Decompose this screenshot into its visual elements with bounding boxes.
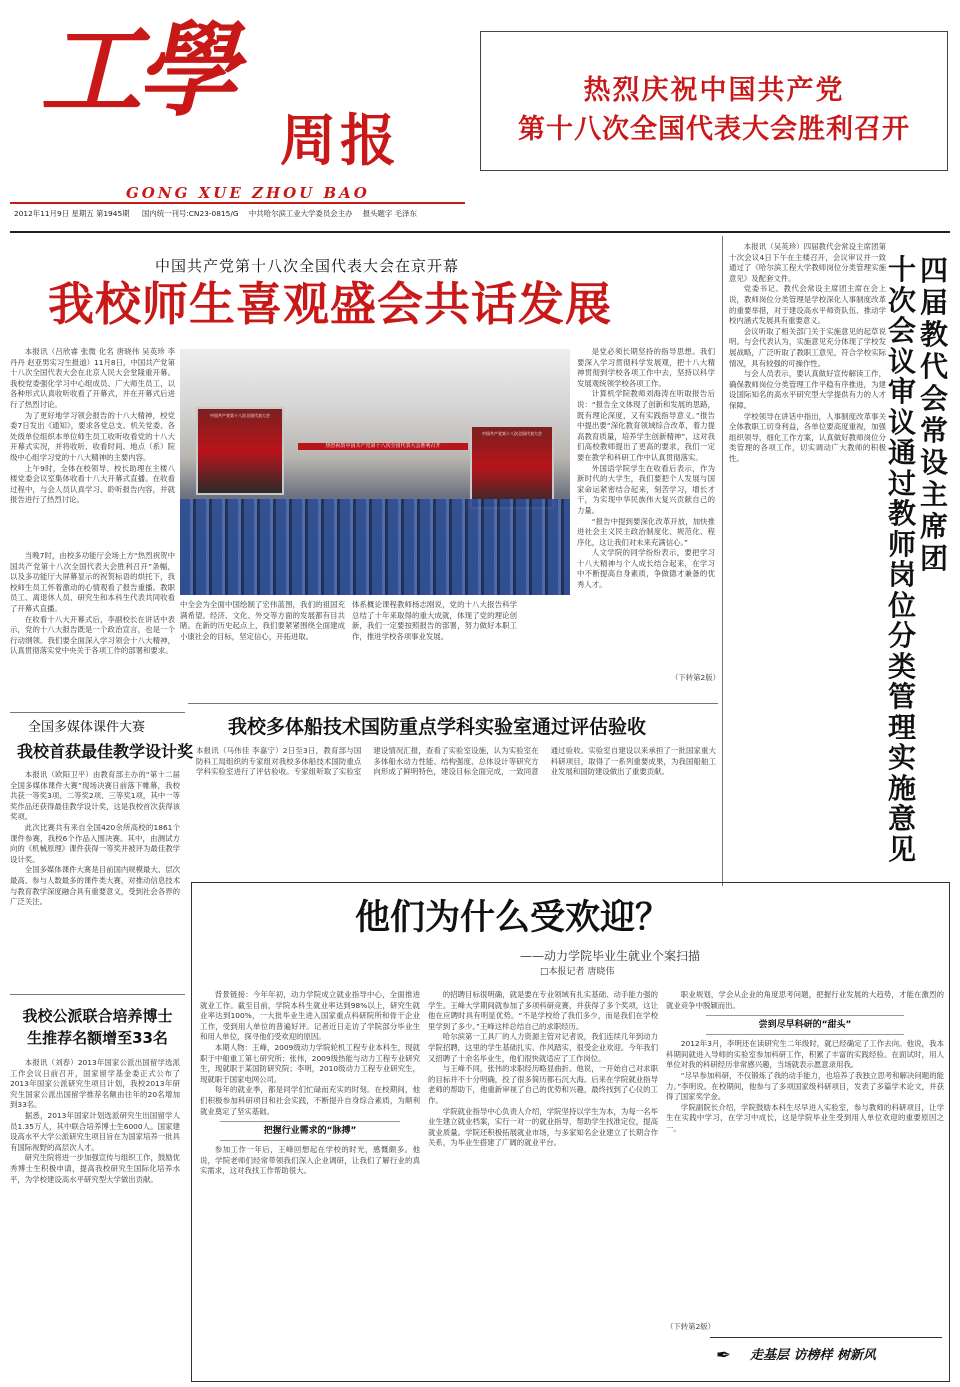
feature-col2-para-2: 哈尔滨第一工具厂的人力资源主管对记者说，我们连续几年到动力学院招聘，这里的学生基础扎实、作风踏实，很受企业欢迎。今年我们又招聘了十余名毕业生，他们很快就适应了工作岗位。	[428, 1032, 658, 1063]
lead-col4-para-1: 是党必须长期坚持的指导思想。我们要深入学习贯彻科学发展观，把十八大精神贯彻到学校各项工作中去，坚持以科学发展观统领学校各项工作。	[577, 347, 715, 388]
publisher: 中共哈尔滨工业大学委员会主办	[248, 209, 353, 218]
phd-headline-line-2: 生推荐名额增至33名	[27, 1029, 168, 1047]
lead-col1b-para-2: 在收看十八大开幕式后，李副校长在讲话中表示，党的十八大报告既是一个政治宣言，也是一个行动纲领。我们要全面深入学习领会十八大精神，认真贯彻落实党中央关于各项工作的部署和要求。	[10, 614, 175, 656]
masthead-pinyin: GONG XUE ZHOU BAO	[126, 184, 370, 202]
screen-caption-right: 中国共产党第十八次全国代表大会	[482, 431, 542, 436]
lead-col1-para-1: 本报讯（吕欣睿 张微 化名 唐晓伟 吴英珍 李丹丹 赵亚男实习生报道）11月8日，中国共产党第十八次全国代表大会在北京人民大会堂隆重开幕。我校党委强化学习中心组成员、广大师生员工，以各种形式认真收听收看了开幕式，并在开幕式后进行了热烈讨论。	[10, 347, 175, 409]
feature-col1-para-3: 每年的就业季，都是同学们忙碌而充实的时刻。在校期间，他们积极参加科研项目和社会实践，不断提升自身综合素质，为顺利就业奠定了坚实基础。	[200, 1085, 420, 1116]
right-para-2: 党委书记、教代会常设主席团主席在会上说，教师岗位分类管理是学校深化人事制度改革的重要举措，对于建设高水平师资队伍、推动学校内涵式发展具有重要意义。	[729, 284, 886, 326]
feature-col3-para-3: “尽早参加科研，不仅锻炼了我的动手能力，也培养了我独立思考和解决问题的能力。”李明说。在校期间，他参与了多项国家级科研项目，发表了多篇学术论文，并获得了国家奖学金。	[666, 1070, 944, 1102]
lead-column-4	[577, 347, 715, 669]
feature-col2-para-1: 的招聘目标很明确，就是要在专业领域有扎实基础、动手能力强的学生。王峰大学期间就参加了多项科研竞赛，并获得了多个奖项，这让他在应聘时具有明显优势。“不是学校给了我们多少，而是我们在学校里学到了多少。”王峰这样总结自己的求职经历。	[428, 990, 658, 1031]
feature-col-2	[428, 990, 658, 1374]
feature-motto-box	[710, 1337, 942, 1373]
masthead-rule	[10, 202, 465, 204]
under-photo-col-2: 体系概论课程教师杨志刚说，党的十八大报告科学总结了十年来取得的重大成就，体现了党的理论创新，我们一定要按照报告的部署，努力做好本职工作，推进学校各项事业发展。	[352, 600, 517, 641]
feature-col3-para-4: 学院副院长介绍，学院鼓励本科生尽早进入实验室，参与教师的科研项目，让学生在实践中学习，在学习中成长，这是学院毕业生受到用人单位欢迎的重要原因之一。	[666, 1102, 944, 1133]
right-para-5: 学校领导在讲话中指出，人事制度改革事关全体教职工切身利益，各单位要高度重视，加强组织领导，细化工作方案，认真做好教师岗位分类管理的各项工作，切实调动广大教师的积极性。	[729, 411, 886, 463]
lead-col1-para-2: 为了更好地学习领会报告的十八大精神，校党委7日发出《通知》，要求各党总支、机关党委、各处级单位组织本单位师生员工收听收看党的十八大开幕式实况，并将收听、收看时间、地点（系）院级中心组学习党的十八大精神的主要内容。	[10, 410, 175, 462]
masthead-logo: 工學	[40, 11, 232, 131]
feature-col-1	[200, 990, 420, 1374]
celebration-banner	[480, 31, 948, 171]
phd-para-3: 研究生院将进一步加强宣传与组织工作，鼓励优秀博士生积极申请，提高我校研究生国际化培养水平，为学校建设高水平研究型大学做出贡献。	[10, 1153, 180, 1184]
lead-col4-para-2: 计算机学院教师刘海涛在听取报告后说：“报告全文体现了创新和发展的思路，既有理论深度，又有实践指导意义。”报告中提出要“深化教育领域综合改革，着力提高教育质量，培养学生创新精神”，这对我们高校教师提出了更高的要求，我们一定要在教学和科研工作中认真贯彻落实。	[577, 389, 715, 462]
feature-col2-para-3: 与王峰不同，张伟的求职经历略显曲折。他说，一开始自己对求职的目标并不十分明确，投了很多简历都石沉大海。后来在学院就业指导老师的帮助下，他重新审视了自己的优势和兴趣，最终找到了心仪的工作。	[428, 1064, 658, 1105]
feature-col3-para-2: 2012年3月，李明还在读研究生二年级时，就已经确定了工作去向。他说，我本科期间就进入导师的实验室参加科研工作，积累了丰富的实践经验。在面试时，用人单位对我的科研经历非常感兴趣，当场就表示愿意录用我。	[666, 1039, 944, 1070]
right-para-1: 本报讯（吴英珍）四届教代会常设主席团第十次会议4日下午在主楼召开，会议审议并一致通过了《哈尔滨工程大学教师岗位分类管理实施意见》及配套文件。	[729, 242, 886, 283]
courseware-para-1: 本报讯（欧阳卫平）由教育部主办的“第十二届全国多媒体课件大赛”现场决赛日前落下帷幕，我校共获一等奖3项、二等奖2项、三等奖1项，其中一等奖作品还获得最佳教学设计奖，这是我校首次获得该奖项。	[10, 770, 180, 822]
feature-motto: 走基层 访榜样 树新风	[750, 1348, 877, 1363]
lead-photo	[180, 349, 570, 595]
photo-banner: 热烈祝贺中国共产党第十八次全国代表大会胜利召开	[298, 443, 468, 450]
banner-line-1: 热烈庆祝中国共产党	[583, 75, 845, 106]
cn-number: 国内统一刊号:CN23-0815/G	[141, 209, 239, 218]
lab-headline: 我校多体船技术国防重点学科实验室通过评估验收	[228, 716, 647, 738]
right-column-body	[729, 242, 886, 872]
feature-col1-para-2: 本期人物：王峰，2009级动力学院轮机工程专业本科生，现就职于中船重工第七研究所；张伟，2009级热能与动力工程专业研究生，现就职于某国防研究院；李明，2010级动力工程专业研究生，现就职于国家电网公司。	[200, 1042, 420, 1084]
photo-audience	[180, 499, 570, 595]
courseware-para-2: 此次比赛共有来自全国420余所高校的1861个课件参赛，我校6个作品入围决赛。其中，由测试方向的《机械原理》课件获得一等奖并被评为最佳教学设计奖。	[10, 822, 180, 864]
lead-col1b-para-1: 当晚7时，由校多功能厅会场上方“热烈祝贺中国共产党第十八次全国代表大会胜利召开”条幅，以及多功能厅大屏幕显示的祝贺标语的烘托下，我校师生员工怀着激动的心情观看了报告重播。教职员工、离退休人员、研究生和本科生代表共同收看了开幕式直播。	[10, 551, 175, 613]
feature-col2-para-4: 学院就业指导中心负责人介绍，学院坚持以学生为本，为每一名毕业生建立就业档案，实行一对一的就业指导，帮助学生找准定位，提高就业质量。学院还积极拓展就业市场，与多家知名企业建立了长期合作关系，为毕业生搭建了广阔的就业平台。	[428, 1106, 658, 1148]
top-divider	[10, 231, 950, 233]
phd-headline	[10, 1005, 185, 1049]
photo-screen-left	[196, 407, 284, 495]
under-photo-col-1: 中全会为全面中国绘制了宏伟蓝图，我们的祖国充满希望。经济、文化、外交等方面的发展都有目共睹。在新的历史起点上，我们要紧紧围绕全面建成小康社会的目标，坚定信心，开拓进取。	[180, 600, 345, 641]
left-mid-divider	[10, 712, 185, 713]
courseware-headline: 我校首获最佳教学设计奖	[17, 742, 194, 761]
calligraphy-credit: 报头题字 毛泽东	[362, 209, 417, 218]
lab-body: 本报讯（马伟佳 李嘉宁）2日至3日，教育部与国防科工局组织的专家组对我校多体船技术国防重点学科实验室进行了评估验收。专家组听取了实验室建设情况汇报，查看了实验室设施，认为实验室在多体船水动力性能、结构强度、总体设计等研究方向形成了鲜明特色，建设目标全面完成，一致同意通过验收。实验室自建设以来承担了一批国家重大科研项目，取得了一系列重要成果，为我国船舶工业发展和国防建设做出了重要贡献。	[196, 746, 716, 777]
feature-subhead: ——动力学院毕业生就业个案扫描	[520, 949, 701, 963]
phd-para-2: 据悉，2013年国家计划选派研究生出国留学人员1.35万人，其中联合培养博士生6000人。国家建设高水平大学公派研究生项目旨在为国家培养一批具有国际视野的高层次人才。	[10, 1110, 180, 1152]
lab-top-divider	[188, 703, 718, 704]
lead-column-1b	[10, 551, 175, 699]
photo-screen-right	[470, 425, 554, 509]
courseware-para-3: 全国多媒体课件大赛是目前国内规模最大、层次最高、参与人数最多的课件类大赛，对推动信息技术与教育教学深度融合具有重要意义，受到社会各界的广泛关注。	[10, 865, 180, 907]
courseware-body	[10, 770, 180, 982]
right-para-3: 会议听取了相关部门关于实施意见的起草说明。与会代表认为，实施意见充分体现了学校发展战略，广泛听取了教职工意见，符合学校实际情况，具有较强的可操作性。	[729, 326, 886, 368]
lead-col4-para-3: 外国语学院学生在收看后表示，作为新时代的大学生，我们要把个人发展与国家命运紧密结合起来，刻苦学习，增长才干，为实现中华民族伟大复兴贡献自己的力量。	[577, 463, 715, 515]
right-headline	[888, 253, 954, 866]
masthead-dateline	[14, 208, 474, 220]
feature-byline: □本报记者 唐晓伟	[540, 967, 615, 977]
feature-jump: （下转第2版）	[666, 1322, 716, 1331]
phd-headline-line-1: 我校公派联合培养博士	[22, 1007, 173, 1025]
phd-para-1: 本报讯（刘春）2013年国家公派出国留学选派工作会议日前召开，国家留学基金委正式公布了2013年国家公派研究生项目计划，我校2013年研究生国家公派出国留学推荐名额由往年的20名增加到33名。	[10, 1058, 180, 1110]
masthead-title: 周报	[280, 108, 400, 174]
lead-jump: （下转第2版）	[670, 673, 720, 682]
lead-column-1	[10, 347, 175, 547]
lead-col4-para-5: 人文学院的同学纷纷表示，要把学习十八大精神与个人成长结合起来，在学习中不断提高自身素质，争做德才兼备的优秀人才。	[577, 548, 715, 590]
lead-headline: 我校师生喜观盛会共话发展	[48, 277, 612, 331]
feature-subhead-1: 把握行业需求的“脉搏”	[220, 1121, 400, 1141]
screen-caption-left: 中国共产党第十八次全国代表大会	[210, 413, 270, 418]
right-para-4: 与会人员表示，要认真做好宣传解读工作，确保教师岗位分类管理工作平稳有序推进，为建设国际知名的高水平研究型大学提供有力的人才保障。	[729, 369, 886, 410]
banner-line-2: 第十八次全国代表大会胜利召开	[518, 114, 910, 145]
pen-icon: ✒	[716, 1345, 732, 1366]
lead-kicker: 中国共产党第十八次全国代表大会在京开幕	[155, 257, 460, 275]
feature-col1-para-4: 参加工作一年后，王峰回想起在学校的时光，感慨颇多。他说，学院老师们经常带领我们深入企业调研，让我们了解行业的真实需求，这对我找工作帮助很大。	[200, 1145, 420, 1176]
courseware-kicker: 全国多媒体课件大赛	[28, 720, 146, 735]
phd-body	[10, 1058, 180, 1380]
feature-headline: 他们为什么受欢迎？	[355, 897, 671, 938]
lead-col4-para-4: “报告中提到要深化改革开放，加快推进社会主义民主政治制度化、规范化、程序化，这让我们对未来充满信心。”	[577, 516, 715, 547]
feature-subhead-2: 尝到尽早科研的“甜头”	[706, 1015, 904, 1035]
right-headline-col-1: 四届教代会常设主席团	[920, 254, 949, 575]
right-headline-col-2: 十次会议审议通过教师岗位分类管理实施意见	[888, 253, 917, 866]
lead-col1-para-3: 上午9时，全体在校领导、校长助理在主楼八楼党委会议室集体收看十八大开幕式直播。在收看过程中，与会人员认真学习、聆听报告内容，并就报告进行了热烈讨论。	[10, 463, 175, 505]
feature-col3-para-1: 职业规划，学会从企业的角度思考问题，把握行业发展的大趋势，才能在激烈的就业竞争中脱颖而出。	[666, 990, 944, 1010]
feature-col-3	[666, 990, 944, 1320]
feature-col1-para-1: 背景链接：今年年初，动力学院成立就业指导中心，全面推进就业工作。截至目前，学院本科生就业率达到98%以上，研究生就业率达到100%，一大批毕业生进入国家重点科研院所和骨干企业工作，受到用人单位的普遍好评。记者近日走访了学院部分毕业生和用人单位，探寻他们受欢迎的原因。	[200, 990, 420, 1042]
phd-top-divider	[10, 994, 185, 995]
right-column-divider	[722, 236, 723, 886]
issue-date: 2012年11月9日 星期五 第1945期	[14, 209, 130, 218]
